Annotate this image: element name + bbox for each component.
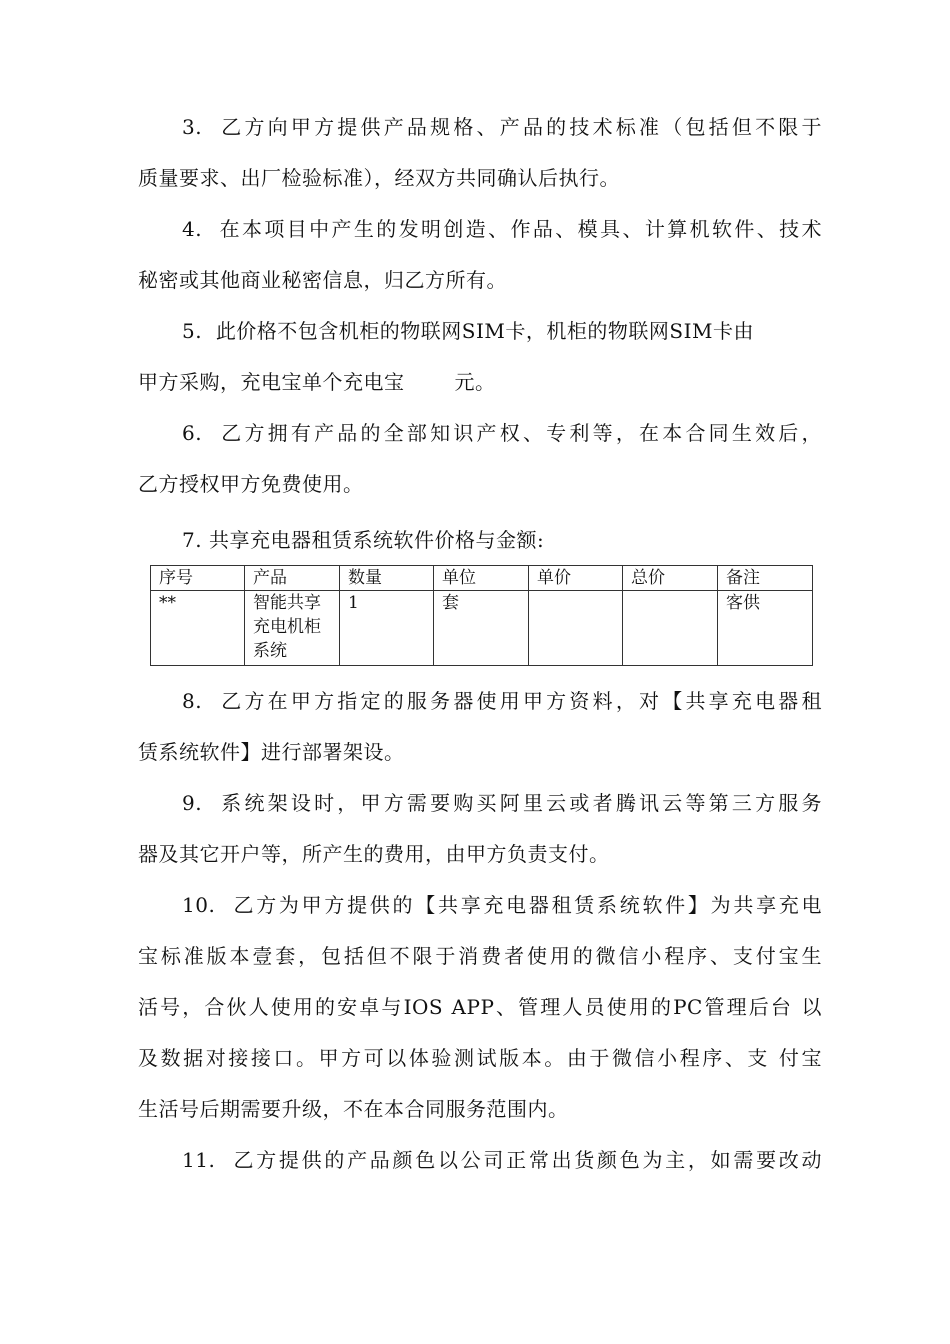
price-table: [150, 565, 813, 666]
table-header-cell: 单价: [529, 566, 623, 591]
clause-5-line-2: 甲方采购，充电宝单个充电宝 元。: [138, 370, 496, 394]
table-header-row: [151, 566, 813, 591]
clause-5-line-1: 5. 此价格不包含机柜的物联网SIM卡，机柜的物联网SIM卡由: [182, 319, 754, 343]
clause-3-line-2: 质量要求、出厂检验标准），经双方共同确认后执行。: [138, 166, 620, 190]
clause-8-line-1: 8. 乙方在甲方指定的服务器使用甲方资料，对【共享充电器租: [182, 689, 823, 713]
clause-10-line-5: 生活号后期需要升级，不在本合同服务范围内。: [138, 1097, 569, 1121]
table-header-cell: 备注: [718, 566, 813, 591]
table-cell-remark: 客供: [718, 591, 813, 666]
clause-8-line-2: 赁系统软件】进行部署架设。: [138, 740, 405, 764]
table-cell-unit: 套: [434, 591, 529, 666]
table-header-cell: 数量: [340, 566, 434, 591]
clause-10-line-2: 宝标准版本壹套，包括但不限于消费者使用的微信小程序、支付宝生: [138, 944, 822, 968]
clause-7-line-1: 7. 共享充电器租赁系统软件价格与金额:: [182, 528, 545, 552]
table-header-cell: 产品: [245, 566, 340, 591]
clause-3-line-1: 3. 乙方向甲方提供产品规格、产品的技术标准（包括但不限于: [182, 115, 823, 139]
table-row: [151, 591, 813, 666]
table-header-cell: 总价: [623, 566, 718, 591]
table-cell-quantity: 1: [340, 591, 434, 666]
clause-10-line-3: 活号，合伙人使用的安卓与IOS APP、管理人员使用的PC管理后台 以: [138, 995, 822, 1019]
table-header-cell: 单位: [434, 566, 529, 591]
clause-11-line-1: 11. 乙方提供的产品颜色以公司正常出货颜色为主，如需要改动: [182, 1148, 823, 1172]
clause-6-line-2: 乙方授权甲方免费使用。: [138, 472, 364, 496]
table-cell-seq: **: [151, 591, 245, 666]
clause-9-line-1: 9. 系统架设时，甲方需要购买阿里云或者腾讯云等第三方服务: [182, 791, 823, 815]
table-header-cell: 序号: [151, 566, 245, 591]
clause-4-line-1: 4. 在本项目中产生的发明创造、作品、模具、计算机软件、技术: [182, 217, 823, 241]
clause-4-line-2: 秘密或其他商业秘密信息，归乙方所有。: [138, 268, 507, 292]
clause-10-line-4: 及数据对接接口。甲方可以体验测试版本。由于微信小程序、支 付宝: [138, 1046, 822, 1070]
clause-10-line-1: 10. 乙方为甲方提供的【共享充电器租赁系统软件】为共享充电: [182, 893, 823, 917]
clause-9-line-2: 器及其它开户等，所产生的费用，由甲方负责支付。: [138, 842, 610, 866]
table-cell-unit-price: [529, 591, 623, 666]
clause-6-line-1: 6. 乙方拥有产品的全部知识产权、专利等，在本合同生效后，: [182, 421, 823, 445]
table-cell-product: 智能共享充电机柜系统: [245, 591, 340, 666]
table-cell-total-price: [623, 591, 718, 666]
